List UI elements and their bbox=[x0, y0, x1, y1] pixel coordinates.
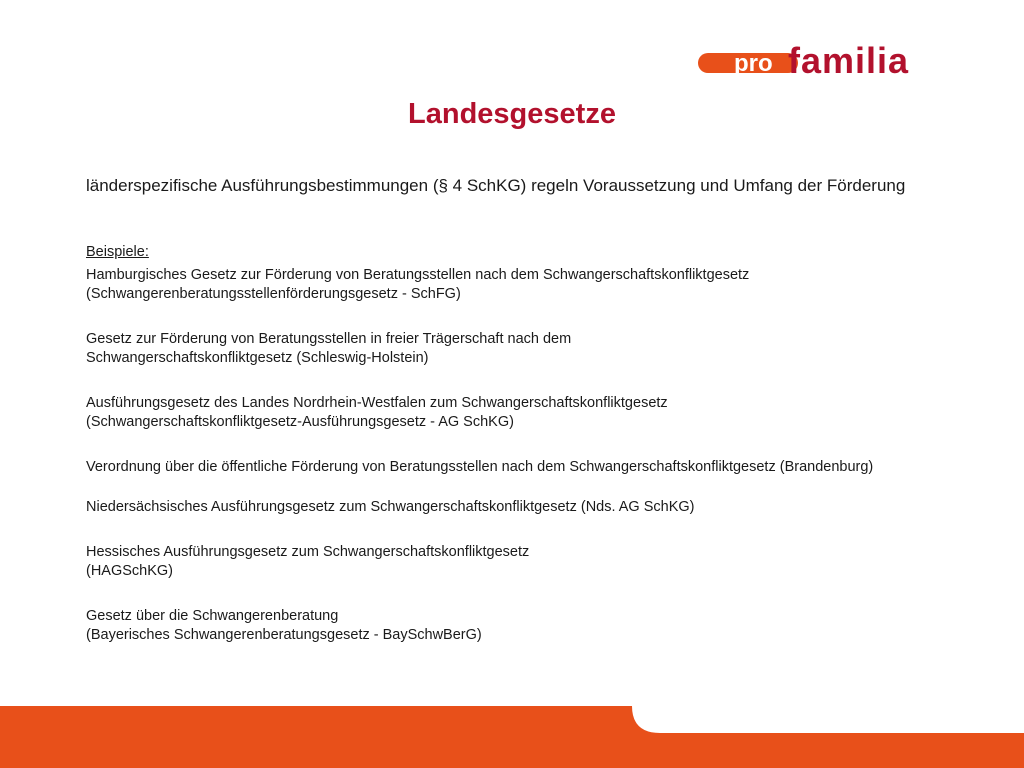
law-line: (HAGSchKG) bbox=[86, 563, 174, 579]
law-line: Gesetz zur Förderung von Beratungsstellen in freier Trägerschaft nach dem bbox=[86, 331, 572, 347]
law-item-nrw bbox=[86, 394, 966, 432]
law-line: Niedersächsisches Ausführungsgesetz zum Schwangerschaftskonfliktgesetz (Nds. AG SchKG) bbox=[86, 499, 695, 515]
law-item-niedersachsen bbox=[86, 498, 966, 517]
logo-pro-text: pro bbox=[734, 50, 773, 77]
pro-familia-logo bbox=[698, 40, 928, 80]
law-line: Verordnung über die öffentliche Förderung von Beratungsstellen nach dem Schwangerschaftskonfliktgesetz (Brandenburg) bbox=[86, 459, 874, 475]
law-line: (Schwangerschaftskonfliktgesetz-Ausführungsgesetz - AG SchKG) bbox=[86, 414, 514, 430]
law-item-brandenburg bbox=[86, 458, 966, 477]
law-item-schleswig-holstein bbox=[86, 330, 966, 368]
law-line: (Schwangerenberatungsstellenförderungsgesetz - SchFG) bbox=[86, 286, 461, 302]
law-line: Hessisches Ausführungsgesetz zum Schwangerschaftskonfliktgesetz bbox=[86, 544, 530, 560]
logo-familia-text: familia bbox=[788, 40, 910, 80]
law-line: (Bayerisches Schwangerenberatungsgesetz - BaySchwBerG) bbox=[86, 627, 482, 643]
law-item-hamburg bbox=[86, 266, 966, 304]
slide-title: Landesgesetze bbox=[408, 98, 616, 130]
law-item-hessen bbox=[86, 543, 966, 581]
examples-label: Beispiele: bbox=[86, 244, 149, 260]
law-line: Schwangerschaftskonfliktgesetz (Schleswig-Holstein) bbox=[86, 350, 429, 366]
intro-text: länderspezifische Ausführungsbestimmungen (§ 4 SchKG) regeln Voraussetzung und Umfang der Förderung bbox=[86, 176, 906, 195]
footer-band bbox=[0, 706, 1024, 768]
logo-graphic bbox=[698, 40, 928, 80]
law-line: Hamburgisches Gesetz zur Förderung von Beratungsstellen nach dem Schwangerschaftskonfliktgesetz bbox=[86, 267, 750, 283]
law-line: Ausführungsgesetz des Landes Nordrhein-Westfalen zum Schwangerschaftskonfliktgesetz bbox=[86, 395, 668, 411]
law-line: Gesetz über die Schwangerenberatung bbox=[86, 608, 339, 624]
footer-orange-shape bbox=[0, 706, 1024, 768]
law-item-bayern bbox=[86, 607, 966, 645]
